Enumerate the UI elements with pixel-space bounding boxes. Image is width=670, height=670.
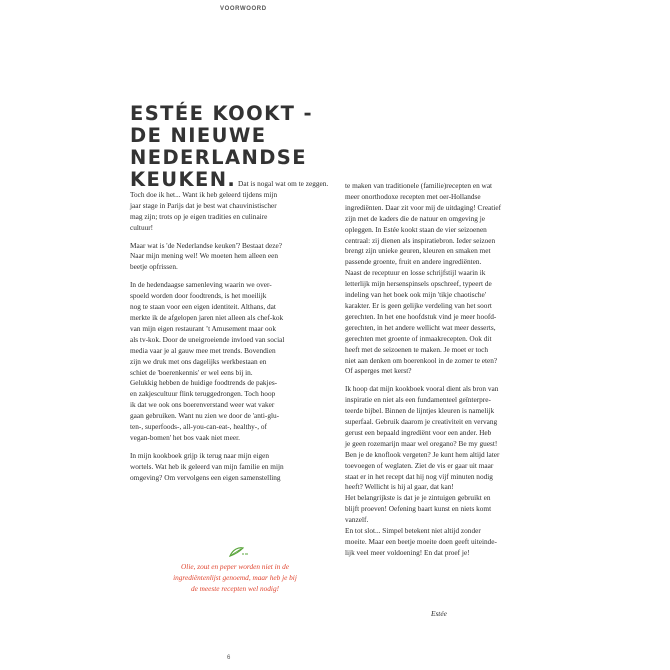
text-line: Toch doe ik het... Want ik heb geleerd tijdens mijn xyxy=(130,189,278,199)
text-line: Ik hoop dat mijn kookboek vooral dient als bron van xyxy=(345,384,499,394)
left-column xyxy=(130,168,336,491)
text-line: vanzelf. xyxy=(345,515,369,525)
intro-first-text: Dat is nogal wat om te zeggen. xyxy=(236,179,329,188)
tip-line: de meeste recepten wel nodig! xyxy=(190,583,280,593)
tip-note xyxy=(160,562,310,595)
page-number: 6 xyxy=(227,655,231,661)
author-signature: Estée xyxy=(431,609,447,618)
title-line: ESTÉE KOOKT - xyxy=(130,102,313,125)
text-line: Of asperges met kerst? xyxy=(345,366,412,376)
text-line: heeft met de seizoenen te maken. Je moet er toch xyxy=(345,344,489,354)
text-line: gaan gebruiken. Want nu zien we door de 'anti-glu- xyxy=(130,411,280,421)
text-line: Naar mijn mening wel! We moeten hem alleen een xyxy=(130,251,278,261)
page-title xyxy=(130,103,313,169)
title-line: NEDERLANDSE xyxy=(130,146,307,169)
text-line: brengt zijn unieke geuren, kleuren en smaken met xyxy=(345,246,491,256)
text-line: teerde bijbel. Binnen de lijntjes kleuren is namelijk xyxy=(345,406,495,416)
text-line: gerechten. In het ene hoofdstuk vind je meer hoofd- xyxy=(345,311,497,321)
text-line: jaar stage in Parijs dat je best wat chauvinistischer xyxy=(130,200,277,210)
text-line: wortels. Wat heb ik geleerd van mijn familie en mijn xyxy=(130,461,284,471)
text-line: Naast de receptuur en losse schrijfstijl waarin ik xyxy=(345,268,486,278)
text-line: Het belangrijkste is dat je je zintuigen gebruikt en xyxy=(345,493,491,503)
text-line: zijn met de kaders die de natuur en omgeving je xyxy=(345,213,486,223)
text-line: opleggen. In Estée kookt staan de vier seizoenen xyxy=(345,224,487,234)
text-line: nog te staan voor een eigen identiteit. Althans, dat xyxy=(130,302,276,312)
text-line: En tot slot... Simpel betekent niet altijd zonder xyxy=(345,526,481,536)
paragraph-5 xyxy=(345,181,551,377)
text-line: meer onorthodoxe recepten met oer-Hollandse xyxy=(345,191,481,201)
text-line: spoeld worden door foodtrends, is het moeilijk xyxy=(130,291,267,301)
text-line: ik dat we ook ons boerenverstand weer wat vaker xyxy=(130,400,275,410)
text-line: van mijn eigen restaurant ’t Amusement maar ook xyxy=(130,323,276,333)
text-line: In de hedendaagse samenleving waarin we over- xyxy=(130,280,272,290)
text-line: blijft proeven! Oefening baart kunst en niets komt xyxy=(345,504,492,514)
text-line: cultuur! xyxy=(130,222,154,232)
text-line: heeft? Wellicht is hij al gaar, dat kan! xyxy=(345,482,454,492)
text-line: karakter. Er is geen gelijke verdeling van het soort xyxy=(345,300,492,310)
text-line: ingrediënten. Daar zit voor mij de uitdaging! Creatief xyxy=(345,202,502,212)
right-column xyxy=(345,181,551,566)
text-line: toevoegen of weglaten. Ziet de vis er gaar uit maar xyxy=(345,460,494,470)
paragraph-2 xyxy=(130,241,336,274)
text-line: vegan-bomen' het bos vaak niet meer. xyxy=(130,432,240,442)
text-line: beetje opfrissen. xyxy=(130,262,178,272)
text-line: In mijn kookboek grijp ik terug naar mijn eigen xyxy=(130,450,270,460)
text-line: mag zijn; trots op je eigen tradities en culinaire xyxy=(130,211,268,221)
leaf-tip-icon xyxy=(227,545,251,559)
text-line: Gelukkig hebben de huidige foodtrends de pakjes- xyxy=(130,378,278,388)
text-line: superfaal. Gebruik daarom je creativiteit en vervang xyxy=(345,417,498,427)
text-line: media vaar je al gauw mee met trends. Bovendien xyxy=(130,345,276,355)
text-line: als tv-kok. Door de uneigroeiende invloed van social xyxy=(130,334,285,344)
tip-line: ingrediëntenlijst genoemd, maar heb je bij xyxy=(173,572,297,582)
text-line: en zakjescultuur flink teruggedrongen. Toch hoop xyxy=(130,389,276,399)
text-line: merkte ik de afgelopen jaren niet alleen als chef-kok xyxy=(130,312,284,322)
text-line: gerust een bepaald ingrediënt voor een ander. Heb xyxy=(345,427,492,437)
text-line: gerechten met groente of inmaakrecepten. Ook dit xyxy=(345,333,492,343)
running-head: VOORWOORD xyxy=(220,6,267,12)
text-line: omgeving? Om vervolgens een eigen samenstelling xyxy=(130,472,281,482)
text-line: passende groente, fruit en andere ingrediënten. xyxy=(345,257,482,267)
paragraph-6 xyxy=(345,384,551,559)
text-line: je geen rozemarijn maar wel oregano? Be my guest! xyxy=(345,438,498,448)
text-line: moeite. Maar een beetje moeite doen geeft uiteinde- xyxy=(345,537,497,546)
tip-line: Olie, zout en peper worden niet in de xyxy=(181,562,289,571)
title-line: KEUKEN. xyxy=(130,168,237,191)
text-line: ten-, superfoods-, all-you-can-eat-, healthy-, of xyxy=(130,422,267,432)
text-line: Ben je de knoflook vergeten? Je kunt hem altijd later xyxy=(345,449,500,459)
text-line: lijk veel meer voldoening! En dat proef je! xyxy=(345,547,470,557)
text-line: schiet de 'boerenkennis' er wel eens bij in. xyxy=(130,367,253,377)
text-line: staat er in het recept dat hij nog vijf minuten nodig xyxy=(345,471,493,481)
text-line: indeling van het boek ook mijn 'tikje chaotische' xyxy=(345,290,487,300)
text-line: letterlijk mijn hersenspinsels opschreef, typeert de xyxy=(345,279,492,289)
text-line: te maken van traditionele (familie)recepten en wat xyxy=(345,181,493,190)
text-line: gerechten, in het andere wellicht wat meer desserts, xyxy=(345,322,496,332)
title-line: DE NIEUWE xyxy=(130,124,267,147)
text-line: Maar wat is 'de Nederlandse keuken'? Bestaat deze? xyxy=(130,240,282,250)
text-line: inspiratie en niet als een fundamenteel geïnterpre- xyxy=(345,395,491,405)
text-line: centraal: zij dienen als inspiratiebron. Ieder seizoen xyxy=(345,235,496,245)
paragraph-4 xyxy=(130,451,336,484)
paragraph-3 xyxy=(130,280,336,444)
intro-paragraph xyxy=(130,168,336,191)
intro-paragraph-rest xyxy=(130,190,336,234)
text-line: zijn we druk met ons dagelijks werkbestaan en xyxy=(130,356,267,366)
text-line: niet aan denken om boerenkool in de zomer te eten? xyxy=(345,355,498,365)
